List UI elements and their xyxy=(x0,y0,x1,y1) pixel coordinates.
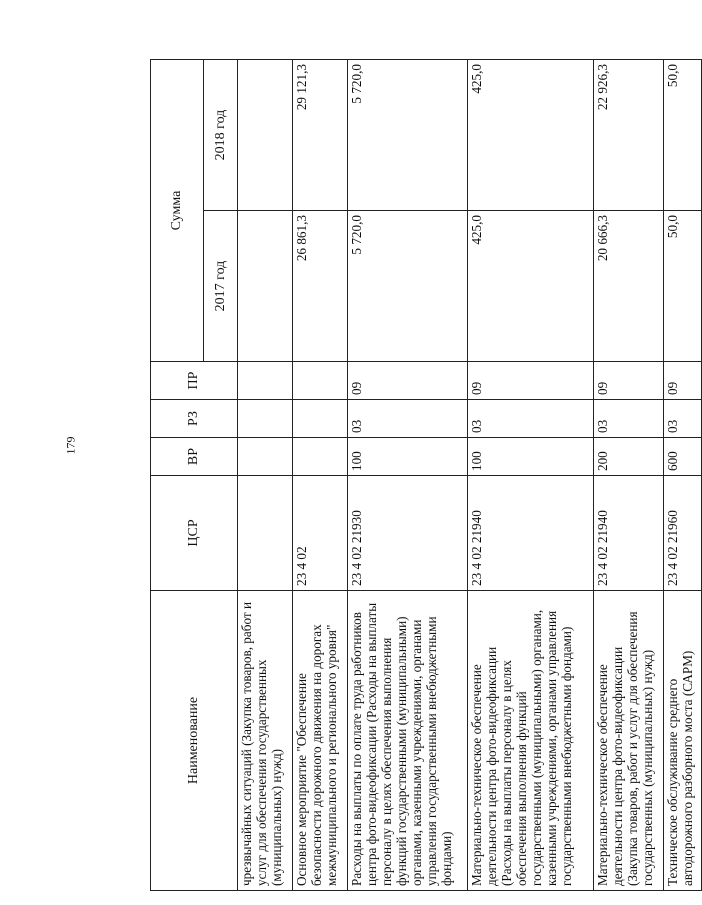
row-name: Техническое обслуживание среднего автодорожного разборного моста (САРМ) xyxy=(664,591,702,891)
table-row xyxy=(293,60,348,891)
row-2018: 5 720,0 xyxy=(348,60,468,211)
row-csr: 23 4 02 21960 xyxy=(664,476,702,591)
header-2018: 2018 год xyxy=(204,60,238,211)
header-pr: ПР xyxy=(151,362,238,400)
budget-table-container xyxy=(150,60,696,891)
row-rz: 03 xyxy=(664,400,702,438)
row-2018: 425,0 xyxy=(468,60,594,211)
row-2018: 50,0 xyxy=(664,60,702,211)
header-csr: ЦСР xyxy=(151,476,238,591)
header-vr: ВР xyxy=(151,438,238,476)
row-vr xyxy=(238,438,293,476)
header-row-top xyxy=(151,60,204,891)
table-row xyxy=(238,60,293,891)
row-vr: 200 xyxy=(594,438,664,476)
row-pr: 09 xyxy=(664,362,702,400)
table-row xyxy=(348,60,468,891)
row-pr: 09 xyxy=(468,362,594,400)
row-2018 xyxy=(238,60,293,211)
row-rz: 03 xyxy=(594,400,664,438)
row-rz: 03 xyxy=(348,400,468,438)
row-2017: 5 720,0 xyxy=(348,211,468,362)
row-vr: 100 xyxy=(348,438,468,476)
row-pr xyxy=(293,362,348,400)
row-csr: 23 4 02 21940 xyxy=(468,476,594,591)
header-sum: Сумма xyxy=(151,60,204,362)
row-pr xyxy=(238,362,293,400)
budget-table xyxy=(150,59,702,891)
row-2017: 50,0 xyxy=(664,211,702,362)
row-csr: 23 4 02 21940 xyxy=(594,476,664,591)
row-vr: 100 xyxy=(468,438,594,476)
rotated-table xyxy=(150,60,696,891)
row-2017: 20 666,3 xyxy=(594,211,664,362)
table-row xyxy=(594,60,664,891)
row-2018: 29 121,3 xyxy=(293,60,348,211)
row-name: чрезвычайных ситуаций (Закупка товаров, работ и услуг для обеспечения государственных (муниципальных) нужд) xyxy=(238,591,293,891)
header-rz: РЗ xyxy=(151,400,238,438)
row-name: Материально-техническое обеспечение деятельности центра фото-видеофиксации (Расходы на выплаты персоналу в целях обеспечения выполнения функций государственными (муниципальными) органами, казенными учреждениями, органами управления государственными внебюджетными фондами) xyxy=(468,591,594,891)
row-csr xyxy=(238,476,293,591)
row-rz xyxy=(293,400,348,438)
row-csr: 23 4 02 21930 xyxy=(348,476,468,591)
row-2017: 425,0 xyxy=(468,211,594,362)
row-csr: 23 4 02 xyxy=(293,476,348,591)
row-2017 xyxy=(238,211,293,362)
row-rz: 03 xyxy=(468,400,594,438)
row-2018: 22 926,3 xyxy=(594,60,664,211)
page-number: 179 xyxy=(63,436,78,455)
table-row xyxy=(468,60,594,891)
row-rz xyxy=(238,400,293,438)
row-pr: 09 xyxy=(594,362,664,400)
row-pr: 09 xyxy=(348,362,468,400)
table-row xyxy=(664,60,702,891)
header-name: Наименование xyxy=(151,591,238,891)
row-name: Основное мероприятие "Обеспечение безопасности дорожного движения на дорогах межмуниципального и регионального уровня" xyxy=(293,591,348,891)
row-name: Расходы на выплаты по оплате труда работников центра фото-видеофиксации (Расходы на выплаты персоналу в целях обеспечения выполнения функций государственными (муниципальными) органами, казенными учреждениями, органами управления государственными внебюджетными фондами) xyxy=(348,591,468,891)
row-vr: 600 xyxy=(664,438,702,476)
header-2017: 2017 год xyxy=(204,211,238,362)
row-2017: 26 861,3 xyxy=(293,211,348,362)
row-name: Материально-техническое обеспечение деятельности центра фото-видеофиксации (Закупка товаров, работ и услуг для обеспечения государственных (муниципальных) нужд) xyxy=(594,591,664,891)
row-vr xyxy=(293,438,348,476)
